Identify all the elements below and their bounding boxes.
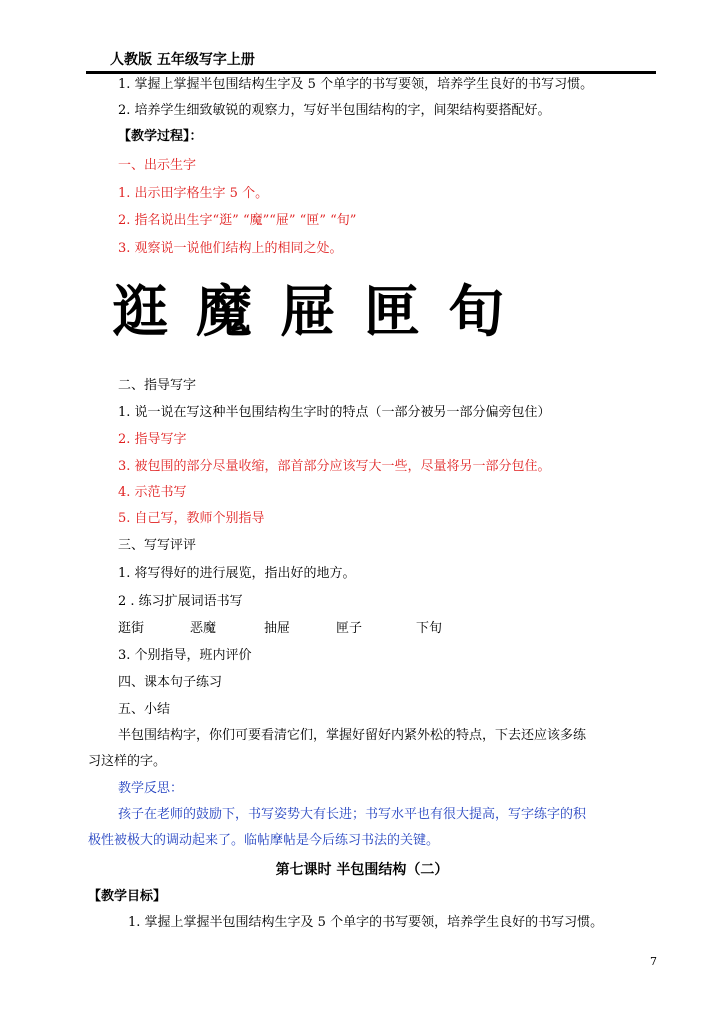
- summary-line-1: 半包围结构字，你们可要看清它们，掌握好留好内紧外松的特点，下去还应该多练: [118, 728, 587, 743]
- section2-title: 二、指导写字: [118, 378, 197, 393]
- section2-item-3: 3. 被包围的部分尽量收缩，部首部分应该写大一些，尽量将另一部分包住。: [118, 459, 551, 474]
- section2-item-4: 4. 示范书写: [118, 485, 187, 500]
- section3-title: 三、写写评评: [118, 538, 197, 553]
- section5-title: 五、小结: [118, 702, 171, 717]
- lesson7-objectives-heading: 【教学目标】: [88, 889, 167, 904]
- big-char-4: 匣: [364, 280, 420, 345]
- section3-item-2: 2 . 练习扩展词语书写: [118, 594, 243, 609]
- header-rule: [86, 71, 656, 74]
- process-heading: 【教学过程】：: [118, 129, 203, 144]
- lesson7-objective-1: 1. 掌握上掌握半包围结构生字及 5 个单字的书写要领，培养学生良好的书写习惯。: [128, 915, 604, 930]
- reflection-title: 教学反思：: [118, 781, 184, 796]
- objective-line-2: 2. 培养学生细致敏锐的观察力，写好半包围结构的字，间架结构要搭配好。: [118, 103, 551, 118]
- section1-item-1: 1. 出示田字格生字 5 个。: [118, 186, 269, 201]
- lesson7-title: 第七课时 半包围结构（二）: [275, 862, 449, 878]
- page-number: 7: [650, 955, 657, 968]
- header-title: 人教版 五年级写字上册: [110, 52, 255, 68]
- practice-word-5: 下旬: [416, 621, 443, 636]
- objective-line-1: 1. 掌握上掌握半包围结构生字及 5 个单字的书写要领，培养学生良好的书写习惯。: [118, 77, 594, 92]
- big-characters: [112, 278, 532, 348]
- big-char-2: 魔: [196, 280, 252, 345]
- practice-word-3: 抽屉: [264, 621, 291, 636]
- practice-word-2: 恶魔: [190, 621, 217, 636]
- section4-title: 四、课本句子练习: [118, 675, 223, 690]
- section2-item-2: 2. 指导写字: [118, 432, 187, 447]
- section1-item-2: 2. 指名说出生字“逛” “魔”“屉” “匣” “旬”: [118, 213, 357, 228]
- practice-word-1: 逛街: [118, 621, 145, 636]
- section3-item-3: 3. 个别指导，班内评价: [118, 648, 252, 663]
- reflection-line-1: 孩子在老师的鼓励下，书写姿势大有长进；书写水平也有很大提高，写字练字的积: [118, 807, 587, 822]
- big-char-5: 旬: [448, 280, 504, 345]
- practice-word-4: 匣子: [336, 621, 363, 636]
- section1-title: 一、出示生字: [118, 158, 197, 173]
- reflection-line-2: 极性被极大的调动起来了。临帖摩帖是今后练习书法的关键。: [88, 833, 440, 848]
- big-char-3: 屉: [280, 280, 336, 345]
- section2-item-1: 1. 说一说在写这种半包围结构生字时的特点（一部分被另一部分偏旁包住）: [118, 405, 551, 420]
- section2-item-5: 5. 自己写，教师个别指导: [118, 511, 265, 526]
- section1-item-3: 3. 观察说一说他们结构上的相同之处。: [118, 241, 343, 256]
- section3-item-1: 1. 将写得好的进行展览，指出好的地方。: [118, 566, 356, 581]
- summary-line-2: 习这样的字。: [88, 754, 167, 769]
- big-char-1: 逛: [112, 280, 168, 345]
